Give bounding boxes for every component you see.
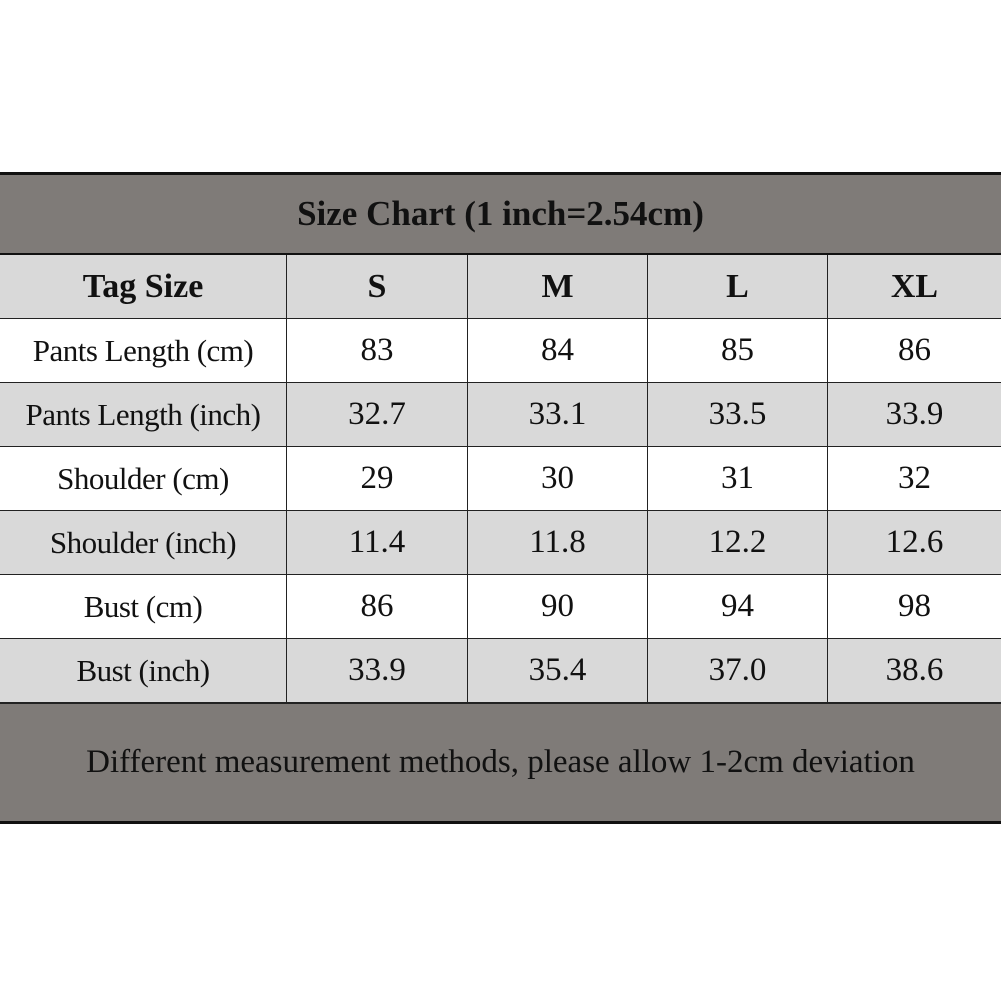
table-cell: 98 (898, 588, 931, 624)
table-cell: 33.5 (648, 383, 828, 446)
table-cell: 85 (648, 319, 828, 382)
table-cell: 33.9 (885, 396, 944, 432)
header-l: L (648, 255, 828, 318)
header-xl: XL (890, 267, 939, 305)
table-cell: 38.6 (885, 652, 944, 688)
row-label: Bust (inch) (0, 639, 287, 702)
table-cell: 33.1 (468, 383, 648, 446)
table-cell: 12.2 (648, 511, 828, 574)
footer-note: Different measurement methods, please allow 1-2cm deviation (0, 703, 1001, 821)
table-cell: 94 (648, 575, 828, 638)
table-cell: 32 (898, 460, 931, 496)
row-label: Shoulder (cm) (0, 447, 287, 510)
table-cell: 11.4 (287, 511, 468, 574)
table-cell: 33.9 (287, 639, 468, 702)
row-label: Pants Length (cm) (0, 319, 287, 382)
table-title: Size Chart (1 inch=2.54cm) (0, 175, 1001, 255)
table-cell: 11.8 (468, 511, 648, 574)
header-row (0, 255, 1001, 319)
table-cell: 86 (898, 332, 931, 368)
table-cell: 84 (468, 319, 648, 382)
table-cell: 31 (648, 447, 828, 510)
table-cell: 30 (468, 447, 648, 510)
table-cell: 37.0 (648, 639, 828, 702)
table-cell: 83 (287, 319, 468, 382)
table-cell: 90 (468, 575, 648, 638)
table-row (0, 639, 1001, 703)
table-cell: 35.4 (468, 639, 648, 702)
header-tag-size: Tag Size (0, 255, 287, 318)
row-label: Bust (cm) (0, 575, 287, 638)
table-row (0, 575, 1001, 639)
table-row (0, 511, 1001, 575)
table-row (0, 447, 1001, 511)
row-label: Pants Length (inch) (0, 383, 287, 446)
size-chart-table (0, 172, 1001, 824)
row-label: Shoulder (inch) (0, 511, 287, 574)
table-cell: 86 (287, 575, 468, 638)
table-row (0, 383, 1001, 447)
table-row (0, 319, 1001, 383)
header-m: M (468, 255, 648, 318)
table-cell: 32.7 (287, 383, 468, 446)
table-cell: 29 (287, 447, 468, 510)
table-cell: 12.6 (885, 524, 944, 560)
header-s: S (287, 255, 468, 318)
